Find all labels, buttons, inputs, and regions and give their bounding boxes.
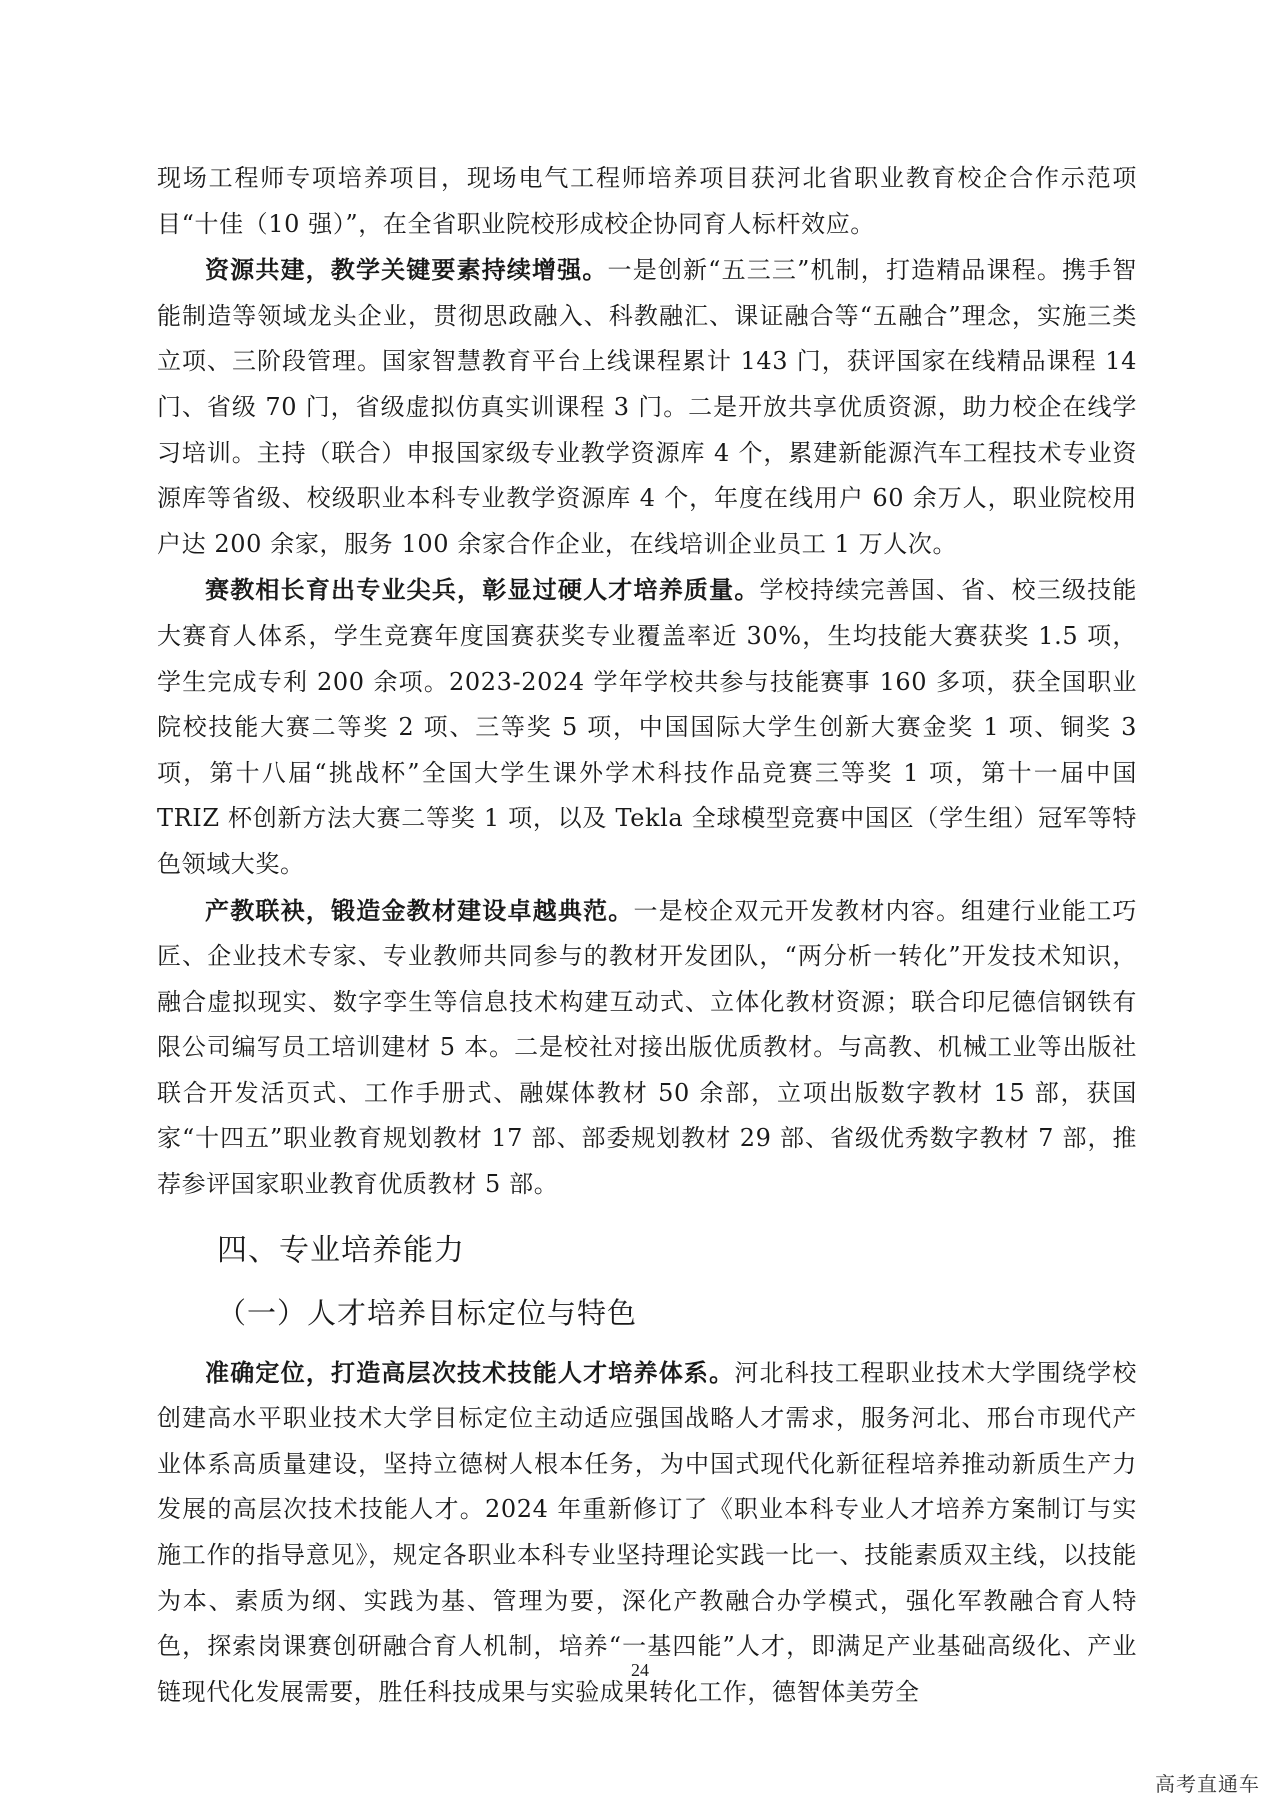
paragraph-text: 河北科技工程职业技术大学围绕学校创建高水平职业技术大学目标定位主动适应强国战略人才需求，服务河北、邢台市现代产业体系高质量建设，坚持立德树人根本任务，为中国式现代化新征程培养推动新质生产力发展的高层次技术技能人才。2024 年重新修订了《职业本科专业人才培养方案制订与实施工作的指导意见》，规定各职业本科专业坚持理论实践一比一、技能素质双主线，以技能为本、素质为纲、实践为基、管理为要，深化产教融合办学模式，强化军教融合育人特色，探索岗课赛创研融合育人机制，培养“一基四能”人才，即满足产业基础高级化、产业链现代化发展需要，胜任科技成果与实验成果转化工作，德智体美劳全 [157, 1358, 1137, 1706]
paragraph-text: 一是创新“五三三”机制，打造精品课程。携手智能制造等领域龙头企业，贯彻思政融入、科教融汇、课证融合等“五融合”理念，实施三类立项、三阶段管理。国家智慧教育平台上线课程累计 143 门，获评国家在线精品课程 14 门、省级 70 门，省级虚拟仿真实训课程 3 门。二是开放共享优质资源，助力校企在线学习培训。主持（联合）申报国家级专业教学资源库 4 个，累建新能源汽车工程技术专业资源库等省级、校级职业本科专业教学资源库 4 个，年度在线用户 60 余万人，职业院校用户达 200 余家，服务 100 余家合作企业，在线培训企业员工 1 万人次。 [157, 256, 1137, 558]
paragraph-text: 学校持续完善国、省、校三级技能大赛育人体系，学生竞赛年度国赛获奖专业覆盖率近 30%，生均技能大赛获奖 1.5 项，学生完成专利 200 余项。2023-2024 学年学校共参与技能赛事 160 多项，获全国职业院校技能大赛二等奖 2 项、三等奖 5 项，中国国际大学生创新大赛金奖 1 项、铜奖 3 项，第十八届“挑战杯”全国大学生课外学术科技作品竞赛三等奖 1 项，第十一届中国 TRIZ 杯创新方法大赛二等奖 1 项，以及 Tekla 全球模型竞赛中国区（学生组）冠军等特色领域大奖。 [157, 576, 1138, 878]
paragraph-textbooks [157, 888, 1137, 1208]
subsection-heading: （一）人才培养目标定位与特色 [217, 1295, 638, 1330]
paragraph-lead: 准确定位，打造高层次技术技能人才培养体系。 [205, 1357, 735, 1387]
paragraph-lead: 产教联袂，锻造金教材建设卓越典范。 [205, 895, 634, 925]
paragraph-lead: 赛教相长育出专业尖兵，彰显过硬人才培养质量。 [205, 575, 760, 605]
paragraph-competitions [157, 567, 1137, 887]
paragraph-text: 现场工程师专项培养项目，现场电气工程师培养项目获河北省职业教育校企合作示范项目“十佳（10 强）”，在全省职业院校形成校企协同育人标杆效应。 [157, 164, 1137, 238]
section-heading: 四、专业培养能力 [217, 1232, 465, 1268]
paragraph-resources [157, 247, 1137, 567]
paragraph-text: 一是校企双元开发教材内容。组建行业能工巧匠、企业技术专家、专业教师共同参与的教材开发团队，“两分析一转化”开发技术知识，融合虚拟现实、数字孪生等信息技术构建互动式、立体化教材资源；联合印尼德信钢铁有限公司编写员工培训建材 5 本。二是校社对接出版优质教材。与高教、机械工业等出版社联合开发活页式、工作手册式、融媒体教材 50 余部，立项出版数字教材 15 部，获国家“十四五”职业教育规划教材 17 部、部委规划教材 29 部、省级优秀数字教材 7 部，推荐参评国家职业教育优质教材 5 部。 [157, 896, 1138, 1199]
document-page [157, 156, 1137, 1715]
watermark-text: 高考直通车 [1155, 1772, 1260, 1796]
paragraph-lead: 资源共建，教学关键要素持续增强。 [205, 255, 608, 285]
page-number: 24 [631, 1660, 649, 1680]
paragraph-continued [157, 156, 1137, 247]
